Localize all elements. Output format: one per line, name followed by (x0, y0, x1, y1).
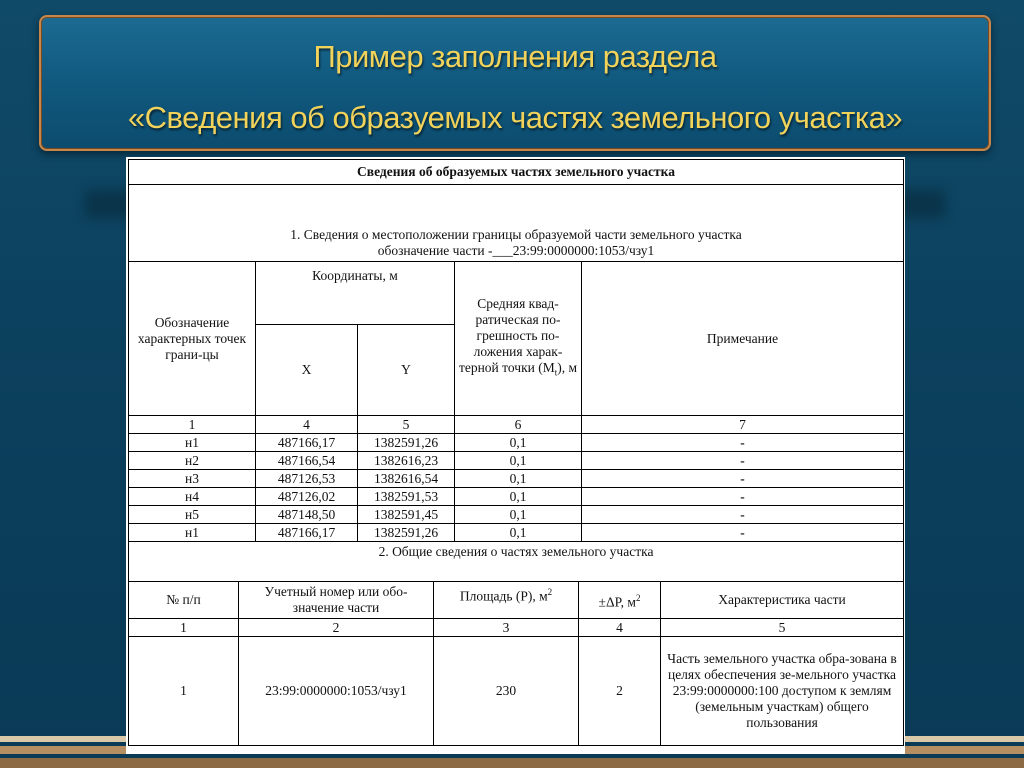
table-row (129, 488, 904, 506)
table-row (129, 524, 904, 542)
header-coordinates: Координаты, м (256, 262, 455, 325)
cell-y: 1382591,53 (358, 488, 455, 506)
cell-note: - (582, 524, 904, 542)
column-numbers-row (129, 416, 904, 434)
cell-y: 1382591,45 (358, 506, 455, 524)
col-num: 5 (358, 416, 455, 434)
cell-part-characteristic: Часть земельного участка обра-зована в целях обеспечения зе-мельного участка 23:99:0000000:100 доступом к землям (земельным участкам) общего пользования (661, 637, 904, 746)
cell-y: 1382591,26 (358, 434, 455, 452)
cell-point: н1 (129, 434, 256, 452)
header-part-characteristic: Характеристика части (661, 582, 904, 619)
cell-note: - (582, 452, 904, 470)
col-num: 2 (239, 619, 434, 637)
cell-error: 0,1 (455, 452, 582, 470)
cell-note: - (582, 470, 904, 488)
cell-row-number: 1 (129, 637, 239, 746)
col-num: 4 (579, 619, 661, 637)
cell-registration-number: 23:99:0000000:1053/чзу1 (239, 637, 434, 746)
cell-area: 230 (434, 637, 579, 746)
table-row (129, 470, 904, 488)
cell-error: 0,1 (455, 488, 582, 506)
cell-y: 1382616,54 (358, 470, 455, 488)
header-row-number: № п/п (129, 582, 239, 619)
col-num: 1 (129, 619, 239, 637)
cell-point: н1 (129, 524, 256, 542)
table-row (129, 637, 904, 746)
header-delta-area: ±ΔP, $м^2$ (579, 582, 661, 619)
cell-x: 487166,17 (256, 524, 358, 542)
cell-y: 1382591,26 (358, 524, 455, 542)
table-row (129, 434, 904, 452)
cell-error: 0,1 (455, 434, 582, 452)
column-numbers-row (129, 619, 904, 637)
cell-error: 0,1 (455, 470, 582, 488)
cell-note: - (582, 488, 904, 506)
header-x: X (256, 325, 358, 416)
cell-x: 487126,53 (256, 470, 358, 488)
section1-heading (129, 185, 904, 262)
parts-coordinates-table (128, 159, 904, 542)
header-registration-number: Учетный номер или обо-значение части (239, 582, 434, 619)
document-title: Сведения об образуемых частях земельного участка (129, 160, 904, 185)
section1-part-designation: обозначение части -___23:99:0000000:1053/чзу1 (377, 243, 655, 258)
cell-x: 487166,54 (256, 452, 358, 470)
document-scan (126, 157, 905, 754)
cell-point: н3 (129, 470, 256, 488)
cell-x: 487166,17 (256, 434, 358, 452)
section2-heading: 2. Общие сведения о частях земельного участка (129, 542, 904, 582)
cell-x: 487126,02 (256, 488, 358, 506)
table-row (129, 506, 904, 524)
cell-delta-area: 2 (579, 637, 661, 746)
cell-point: н4 (129, 488, 256, 506)
cell-error: 0,1 (455, 506, 582, 524)
cell-point: н2 (129, 452, 256, 470)
col-num: 7 (582, 416, 904, 434)
cell-y: 1382616,23 (358, 452, 455, 470)
header-note: Примечание (582, 262, 904, 416)
slide-title-line1: Пример заполнения раздела (313, 39, 717, 74)
cell-note: - (582, 506, 904, 524)
col-num: 3 (434, 619, 579, 637)
cell-x: 487148,50 (256, 506, 358, 524)
header-mean-error: Средняя квад-ратическая по-грешность по-ложения харак-терной точки $(M_t)$, м (455, 262, 582, 416)
table-row (129, 452, 904, 470)
parts-general-table (128, 541, 904, 746)
cell-point: н5 (129, 506, 256, 524)
cell-note: - (582, 434, 904, 452)
col-num: 6 (455, 416, 582, 434)
header-y: Y (358, 325, 455, 416)
header-area: Площадь (P), $м^2$ (434, 582, 579, 619)
slide-title-box (39, 15, 991, 151)
cell-error: 0,1 (455, 524, 582, 542)
col-num: 1 (129, 416, 256, 434)
col-num: 4 (256, 416, 358, 434)
header-point-designation: Обозначение характерных точек грани-цы (129, 262, 256, 416)
section1-line1: 1. Сведения о местоположении границы образуемой части земельного участка (290, 227, 742, 242)
col-num: 5 (661, 619, 904, 637)
slide-title-line2: «Сведения об образуемых частях земельного участка» (127, 100, 903, 135)
